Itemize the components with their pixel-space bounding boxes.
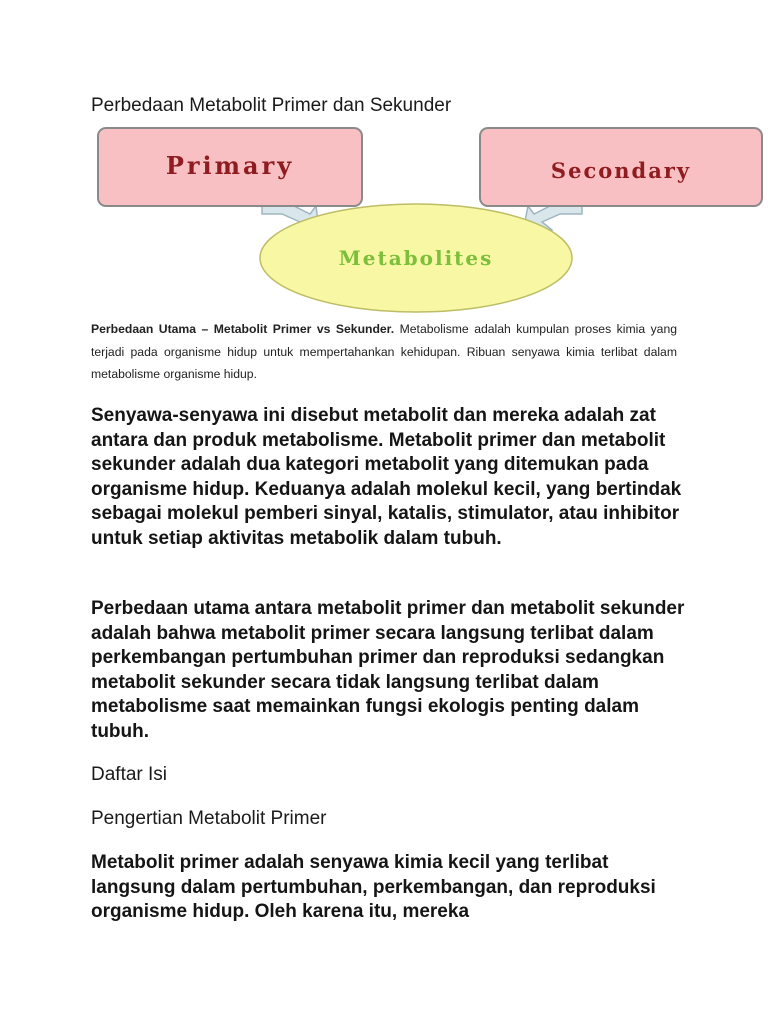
metabolites-label: Metabolites — [338, 246, 494, 270]
metabolites-ellipse — [260, 204, 572, 312]
paragraph-3: Metabolit primer adalah senyawa kimia kecil yang terlibat langsung dalam pertumbuhan, perkembangan, dan reproduksi organisme hidup. Oleh karena itu, mereka — [91, 852, 656, 923]
primary-box — [98, 128, 362, 206]
secondary-label: Secondary — [550, 158, 692, 183]
toc-heading: Daftar Isi — [91, 764, 168, 785]
paragraph-2: Perbedaan utama antara metabolit primer dan metabolit sekunder adalah bahwa metabolit primer secara langsung terlibat dalam perkembangan pertumbuhan primer dan reproduksi sedangkan metabolit sekunder secara tidak langsung terlibat dalam metabolisme saat memainkan fungsi ekologis penting dalam tubuh. — [91, 598, 685, 742]
section-heading: Pengertian Metabolit Primer — [91, 808, 327, 829]
caption-text: Metabolisme adalah kumpulan proses kimia yang terjadi pada organisme hidup untuk mempertahankan kehidupan. Ribuan senyawa kimia terlibat dalam metabolisme organisme hidup. — [91, 322, 677, 381]
image-caption — [91, 318, 677, 386]
secondary-box — [480, 128, 762, 206]
metabolites-diagram — [94, 124, 768, 314]
primary-label: Primary — [165, 151, 295, 180]
caption-lead: Perbedaan Utama – Metabolit Primer vs Sekunder. — [91, 322, 395, 336]
document-title: Perbedaan Metabolit Primer dan Sekunder — [91, 95, 452, 116]
paragraph-1: Senyawa-senyawa ini disebut metabolit dan mereka adalah zat antara dan produk metabolisme. Metabolit primer dan metabolit sekunder adalah dua kategori metabolit yang ditemukan pada organisme hidup. Keduanya adalah molekul kecil, yang bertindak sebagai molekul pemberi sinyal, katalis, stimulator, atau inhibitor untuk setiap aktivitas metabolik dalam tubuh. — [91, 405, 682, 549]
